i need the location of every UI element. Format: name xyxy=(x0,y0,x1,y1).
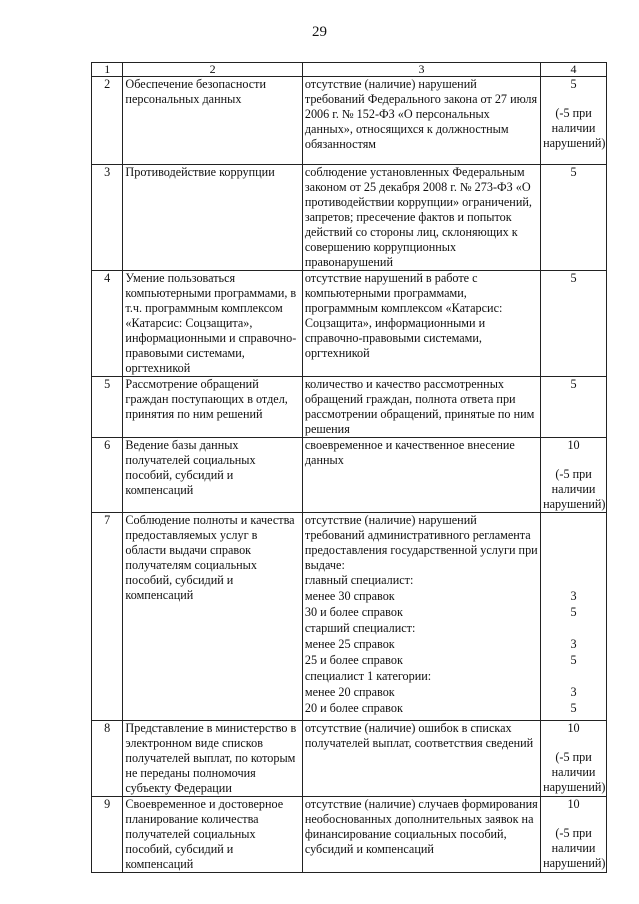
criterion-description: своевременное и качественное внесение данных xyxy=(302,438,540,513)
table-row xyxy=(92,377,607,438)
header-col-1: 1 xyxy=(92,63,123,77)
criterion-name: Представление в министерство в электронном виде списков получателей выплат, по которым не переданы полномочия субъекту Федерации xyxy=(123,721,302,797)
subitem-score xyxy=(543,621,604,637)
table-header-row xyxy=(92,63,607,77)
subitem-label: 30 и более справок xyxy=(304,605,403,619)
row-number: 8 xyxy=(92,721,123,797)
criterion-name: Обеспечение безопасности персональных данных xyxy=(123,77,302,165)
table-row xyxy=(92,797,607,873)
subitem-label: менее 25 справок xyxy=(304,637,395,651)
subitem-score: 5 xyxy=(570,653,577,667)
score-cell xyxy=(541,721,607,797)
header-col-4: 4 xyxy=(541,63,607,77)
penalty-note: (-5 при наличии нарушений) xyxy=(543,467,606,511)
row-number: 2 xyxy=(92,77,123,165)
criterion-name: Соблюдение полноты и качества предоставляемых услуг в области выдачи справок получателям социальных пособий, субсидий и компенсаций xyxy=(123,513,302,721)
table-row xyxy=(92,513,607,721)
subitem-label: менее 30 справок xyxy=(304,589,395,603)
subitem-label: специалист 1 категории: xyxy=(304,669,432,683)
header-col-2: 2 xyxy=(123,63,302,77)
criterion-description: отсутствие (наличие) ошибок в списках получателей выплат, соответствия сведений xyxy=(302,721,540,797)
penalty-note: (-5 при наличии нарушений) xyxy=(543,750,606,794)
table-row xyxy=(92,271,607,377)
row-number: 7 xyxy=(92,513,123,721)
criterion-name: Ведение базы данных получателей социальных пособий, субсидий и компенсаций xyxy=(123,438,302,513)
subitem-score: 5 xyxy=(570,605,577,619)
penalty-note: (-5 при наличии нарушений) xyxy=(543,106,606,150)
criterion-name: Противодействие коррупции xyxy=(123,165,302,271)
row-number: 4 xyxy=(92,271,123,377)
row-number: 6 xyxy=(92,438,123,513)
subitem-score: 3 xyxy=(570,685,577,699)
score-cell xyxy=(541,377,607,438)
row-number: 5 xyxy=(92,377,123,438)
criteria-table xyxy=(91,62,607,873)
criterion-description: отсутствие (наличие) случаев формирования необоснованных дополнительных заявок на финансирование социальных пособий, субсидий и компенсаций xyxy=(302,797,540,873)
score-value: 5 xyxy=(570,77,577,91)
criterion-name: Умение пользоваться компьютерными программами, в т.ч. программным комплексом «Катарсис: Соцзащита», информационными и справочно-правовыми системами, оргтехникой xyxy=(123,271,302,377)
subitem-score: 3 xyxy=(570,589,577,603)
criterion-description: отсутствие (наличие) нарушений требований Федерального закона от 27 июля 2006 г. № 152-ФЗ «О персональных данных», относящихся к должностным обязанностям xyxy=(302,77,540,165)
subitem-score xyxy=(543,573,604,589)
row-number: 9 xyxy=(92,797,123,873)
subitem-score xyxy=(543,669,604,685)
criterion-name: Своевременное и достоверное планирование количества получателей социальных пособий, субсидий и компенсаций xyxy=(123,797,302,873)
score-cell xyxy=(541,165,607,271)
subitem-label: старший специалист: xyxy=(304,621,416,635)
subitem-label: главный специалист: xyxy=(304,573,414,587)
table-row xyxy=(92,438,607,513)
score-cell xyxy=(541,513,607,721)
score-cell xyxy=(541,797,607,873)
criterion-description: отсутствие нарушений в работе с компьютерными программами, программным комплексом «Катарсис: Соцзащита», информационными и справочно-правовыми системами, оргтехникой xyxy=(302,271,540,377)
penalty-note: (-5 при наличии нарушений) xyxy=(543,826,606,870)
row-number: 3 xyxy=(92,165,123,271)
criterion-intro: отсутствие (наличие) нарушений требований административного регламента предоставления государственной услуги при выдаче: xyxy=(304,513,538,572)
header-col-3: 3 xyxy=(302,63,540,77)
score-value: 5 xyxy=(570,377,577,391)
score-value: 5 xyxy=(570,165,577,179)
score-value: 10 xyxy=(567,438,580,452)
score-value: 10 xyxy=(567,797,580,811)
subitem-label: менее 20 справок xyxy=(304,685,395,699)
table-row xyxy=(92,165,607,271)
table-row xyxy=(92,721,607,797)
criterion-description xyxy=(302,513,540,721)
criterion-description: количество и качество рассмотренных обращений граждан, полнота ответа при рассмотрении обращений, принятые по ним решения xyxy=(302,377,540,438)
criterion-name: Рассмотрение обращений граждан поступающих в отдел, принятия по ним решений xyxy=(123,377,302,438)
subitem-label: 25 и более справок xyxy=(304,653,403,667)
score-value: 5 xyxy=(570,271,577,285)
criterion-description: соблюдение установленных Федеральным законом от 25 декабря 2008 г. № 273-ФЗ «О противодействии коррупции» ограничений, запретов; пресечение фактов и попыток действий со стороны лиц, склоняющих к совершению коррупционных правонарушений xyxy=(302,165,540,271)
score-cell xyxy=(541,77,607,165)
subitem-label: 20 и более справок xyxy=(304,701,403,715)
score-cell xyxy=(541,438,607,513)
score-cell xyxy=(541,271,607,377)
page-number: 29 xyxy=(312,24,327,40)
table-row xyxy=(92,77,607,165)
score-value: 10 xyxy=(567,721,580,735)
subitem-score: 3 xyxy=(570,637,577,651)
subitem-score: 5 xyxy=(570,701,577,715)
